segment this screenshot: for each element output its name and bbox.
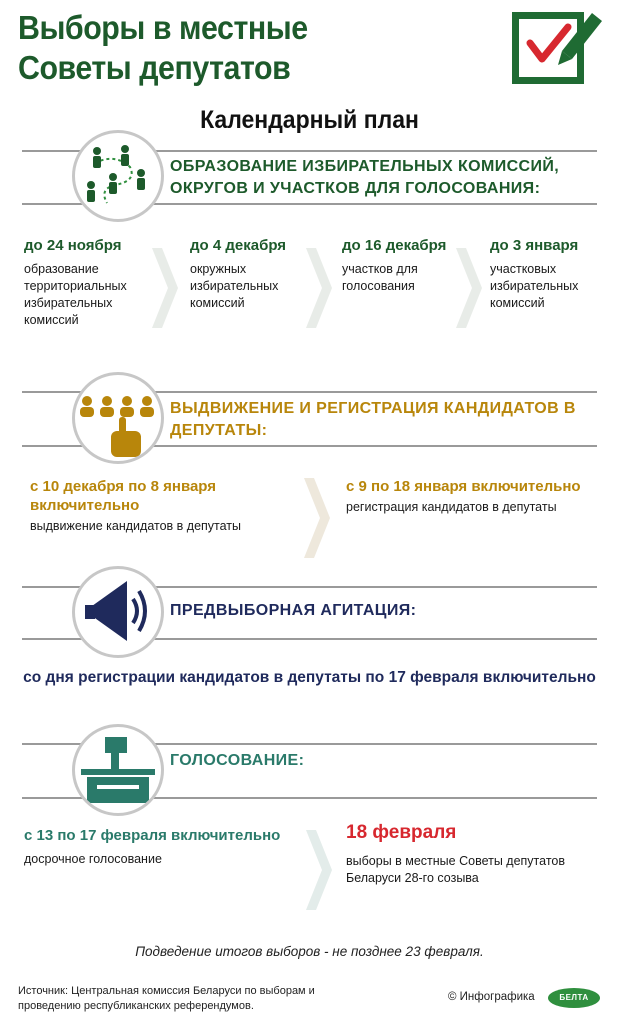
- source-note: Источник: Центральная комиссия Беларуси по выборам и проведению республиканских референдумов.: [18, 985, 315, 1012]
- date-label: с 13 по 17 февраля включительно: [24, 827, 281, 844]
- copyright-label: © Инфографика: [448, 991, 535, 1003]
- date-description: окружных избирательных комиссий: [190, 262, 279, 310]
- date-label: до 24 ноября: [24, 237, 122, 254]
- election-day-date: 18 февраля: [346, 822, 457, 843]
- chevron-right-icon: [306, 830, 332, 910]
- megaphone-icon: [72, 566, 164, 658]
- section-heading-campaigning: ПРЕДВЫБОРНАЯ АГИТАЦИЯ:: [170, 602, 417, 619]
- date-label: до 3 января: [490, 237, 579, 254]
- date-description: образование территориальных избирательных комиссий: [24, 262, 127, 327]
- campaign-period: со дня регистрации кандидатов в депутаты по 17 февраля включительно: [23, 669, 596, 686]
- date-label: до 4 декабря: [190, 237, 287, 254]
- date-description: выборы в местные Советы депутатов Беларуси 28-го созыва: [346, 854, 565, 885]
- chevron-right-icon: [152, 248, 178, 328]
- raised-hand-group-icon: [72, 372, 164, 464]
- chevron-right-icon: [456, 248, 482, 328]
- section-heading-nomination: ВЫДВИЖЕНИЕ И РЕГИСТРАЦИЯ КАНДИДАТОВ В ДЕПУТАТЫ:: [170, 400, 576, 439]
- date-label: с 9 по 18 января включительно: [346, 478, 581, 495]
- belta-logo: БЕЛТА: [548, 988, 600, 1008]
- section-heading-commissions: ОБРАЗОВАНИЕ ИЗБИРАТЕЛЬНЫХ КОМИССИЙ, ОКРУГОВ И УЧАСТКОВ ДЛЯ ГОЛОСОВАНИЯ:: [170, 158, 560, 197]
- results-note: Подведение итогов выборов - не позднее 23 февраля.: [135, 944, 484, 959]
- page-title: Выборы в местные Советы депутатов: [18, 9, 308, 86]
- date-description: досрочное голосование: [24, 852, 162, 866]
- ballot-box-icon: [72, 724, 164, 816]
- date-description: участковых избирательных комиссий: [490, 262, 579, 310]
- section-heading-voting: ГОЛОСОВАНИЕ:: [170, 752, 305, 769]
- date-label: с 10 декабря по 8 января включительно: [30, 478, 217, 514]
- ballot-check-pencil-icon: [512, 12, 584, 84]
- date-description: выдвижение кандидатов в депутаты: [30, 519, 242, 533]
- people-network-icon: [72, 130, 164, 222]
- calendar-plan-subtitle: Календарный план: [200, 106, 419, 134]
- date-label: до 16 декабря: [342, 237, 447, 254]
- chevron-right-icon: [306, 248, 332, 328]
- date-description: регистрация кандидатов в депутаты: [346, 500, 557, 514]
- chevron-right-icon: [304, 478, 330, 558]
- date-description: участков для голосования: [342, 262, 418, 293]
